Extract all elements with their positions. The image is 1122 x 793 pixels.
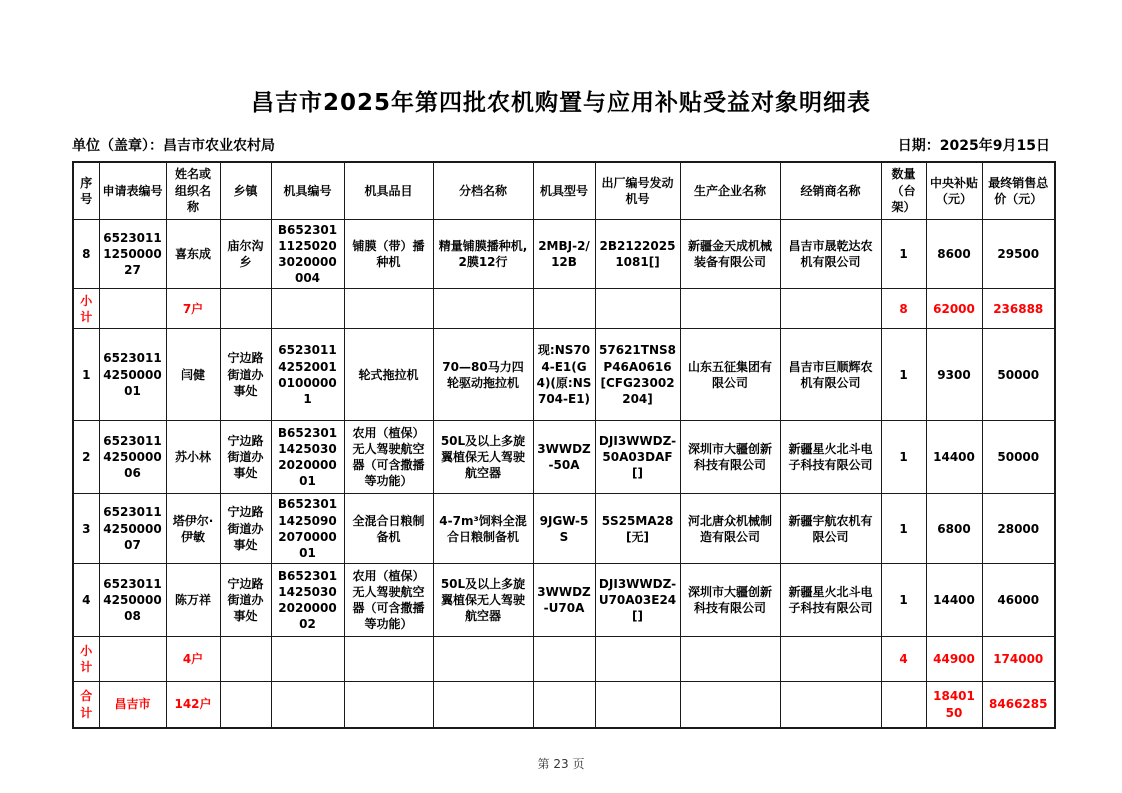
page-title: 昌吉市2025年第四批农机购置与应用补贴受益对象明细表	[250, 90, 871, 116]
cell: B6523011425090207000001	[271, 494, 344, 564]
cell	[780, 682, 881, 728]
cell: B6523011425030202000002	[271, 564, 344, 637]
header-cell: 经销商名称	[780, 162, 881, 219]
cell: 3WWDZ-U70A	[533, 564, 595, 637]
cell	[99, 637, 166, 682]
unit-label: 单位（盖章）：昌吉市农业农村局	[72, 138, 275, 154]
cell	[533, 682, 595, 728]
cell	[680, 289, 780, 329]
table-row	[73, 421, 1055, 494]
cell: 苏小林	[166, 421, 220, 494]
cell	[433, 289, 533, 329]
header-cell: 出厂编号发动机号	[595, 162, 680, 219]
cell	[220, 682, 271, 728]
header-cell: 申请表编号	[99, 162, 166, 219]
cell: DJI3WWDZ-50A03DAF[]	[595, 421, 680, 494]
cell: 50000	[982, 329, 1055, 421]
cell: 宁边路街道办事处	[220, 329, 271, 421]
cell: 57621TNS8P46A0616[CFG23002204]	[595, 329, 680, 421]
table-body	[73, 219, 1055, 728]
cell: 6523011425000006	[99, 421, 166, 494]
cell	[344, 289, 433, 329]
header-cell: 乡镇	[220, 162, 271, 219]
cell	[344, 637, 433, 682]
header-cell: 序号	[73, 162, 99, 219]
cell: 6523011425000008	[99, 564, 166, 637]
cell: 6523011425000007	[99, 494, 166, 564]
cell	[433, 682, 533, 728]
cell	[595, 682, 680, 728]
cell	[271, 637, 344, 682]
cell: 河北唐众机械制造有限公司	[680, 494, 780, 564]
cell	[220, 289, 271, 329]
cell: 轮式拖拉机	[344, 329, 433, 421]
cell: 174000	[982, 637, 1055, 682]
cell: 闫健	[166, 329, 220, 421]
cell: 塔伊尔·伊敏	[166, 494, 220, 564]
cell: 50L及以上多旋翼植保无人驾驶航空器	[433, 564, 533, 637]
cell: 46000	[982, 564, 1055, 637]
cell: 50000	[982, 421, 1055, 494]
header-cell: 生产企业名称	[680, 162, 780, 219]
cell	[780, 637, 881, 682]
cell: 新疆星火北斗电子科技有限公司	[780, 421, 881, 494]
cell	[533, 637, 595, 682]
cell	[595, 289, 680, 329]
cell	[433, 637, 533, 682]
cell: 44900	[926, 637, 982, 682]
cell	[680, 637, 780, 682]
cell: 8600	[926, 219, 982, 289]
cell: 14400	[926, 564, 982, 637]
cell	[99, 289, 166, 329]
cell	[533, 289, 595, 329]
cell: 深圳市大疆创新科技有限公司	[680, 564, 780, 637]
cell: 9JGW-5S	[533, 494, 595, 564]
cell: 农用（植保）无人驾驶航空器（可含撒播等功能）	[344, 564, 433, 637]
cell: 2MBJ-2/12B	[533, 219, 595, 289]
subtotal-row	[73, 637, 1055, 682]
cell: 3	[73, 494, 99, 564]
cell: 1	[881, 421, 926, 494]
cell: 8	[881, 289, 926, 329]
cell	[220, 637, 271, 682]
cell: 昌吉市晟乾达农机有限公司	[780, 219, 881, 289]
cell: 喜东成	[166, 219, 220, 289]
cell: 4-7m³饲料全混合日粮制备机	[433, 494, 533, 564]
cell	[595, 637, 680, 682]
cell: 1	[73, 329, 99, 421]
cell	[780, 289, 881, 329]
cell: 28000	[982, 494, 1055, 564]
cell	[271, 289, 344, 329]
cell: 4	[73, 564, 99, 637]
cell: 5S25MA28[无]	[595, 494, 680, 564]
table-row	[73, 329, 1055, 421]
cell: 50L及以上多旋翼植保无人驾驶航空器	[433, 421, 533, 494]
cell: 142户	[166, 682, 220, 728]
cell	[271, 682, 344, 728]
cell: 236888	[982, 289, 1055, 329]
table-row	[73, 494, 1055, 564]
cell: 小计	[73, 637, 99, 682]
cell: 新疆金天成机械装备有限公司	[680, 219, 780, 289]
cell: 8466285	[982, 682, 1055, 728]
cell: B65230111250203020000004	[271, 219, 344, 289]
cell: 1	[881, 564, 926, 637]
cell: 6523011125000027	[99, 219, 166, 289]
cell: 新疆宇航农机有限公司	[780, 494, 881, 564]
cell: 4户	[166, 637, 220, 682]
cell: 昌吉市	[99, 682, 166, 728]
cell: 6800	[926, 494, 982, 564]
cell	[680, 682, 780, 728]
cell: 6523011425000001	[99, 329, 166, 421]
cell: 8	[73, 219, 99, 289]
cell: 62000	[926, 289, 982, 329]
cell: 小计	[73, 289, 99, 329]
cell: 深圳市大疆创新科技有限公司	[680, 421, 780, 494]
cell: 14400	[926, 421, 982, 494]
header-cell: 最终销售总价（元）	[982, 162, 1055, 219]
header-cell: 机具品目	[344, 162, 433, 219]
subsidy-table	[72, 161, 1056, 729]
cell: 陈万祥	[166, 564, 220, 637]
cell: 1	[881, 494, 926, 564]
cell: 宁边路街道办事处	[220, 494, 271, 564]
cell: 宁边路街道办事处	[220, 421, 271, 494]
table-row	[73, 564, 1055, 637]
header-cell: 机具型号	[533, 162, 595, 219]
cell: 宁边路街道办事处	[220, 564, 271, 637]
date-label: 日期：2025年9月15日	[897, 138, 1050, 154]
page-number: 第 23 页	[537, 756, 585, 771]
cell: DJI3WWDZ-U70A03E24[]	[595, 564, 680, 637]
cell: 农用（植保）无人驾驶航空器（可含撒播等功能）	[344, 421, 433, 494]
cell: 合计	[73, 682, 99, 728]
header-cell: 数量（台架）	[881, 162, 926, 219]
table-row	[73, 219, 1055, 289]
cell	[881, 682, 926, 728]
cell: 2	[73, 421, 99, 494]
total-row	[73, 682, 1055, 728]
cell: 70—80马力四轮驱动拖拉机	[433, 329, 533, 421]
cell: 1	[881, 219, 926, 289]
subtitle-row	[72, 135, 1050, 155]
cell: 2B21220251081[]	[595, 219, 680, 289]
table-header	[73, 162, 1055, 219]
header-row	[73, 162, 1055, 219]
cell: 铺膜（带）播种机	[344, 219, 433, 289]
cell: 3WWDZ-50A	[533, 421, 595, 494]
header-cell: 机具编号	[271, 162, 344, 219]
cell	[344, 682, 433, 728]
cell: 山东五征集团有限公司	[680, 329, 780, 421]
cell: B6523011425030202000001	[271, 421, 344, 494]
cell: 精量铺膜播种机,2膜12行	[433, 219, 533, 289]
cell: 4	[881, 637, 926, 682]
cell: 新疆星火北斗电子科技有限公司	[780, 564, 881, 637]
header-cell: 中央补贴（元）	[926, 162, 982, 219]
cell: 全混合日粮制备机	[344, 494, 433, 564]
cell: 29500	[982, 219, 1055, 289]
cell: 7户	[166, 289, 220, 329]
cell: 庙尔沟乡	[220, 219, 271, 289]
cell: 1	[881, 329, 926, 421]
cell: 昌吉市巨顺辉农机有限公司	[780, 329, 881, 421]
cell: 6523011425200101000001	[271, 329, 344, 421]
header-cell: 姓名或组织名称	[166, 162, 220, 219]
cell: 现:NS704-E1(G4)(原:NS704-E1)	[533, 329, 595, 421]
header-cell: 分档名称	[433, 162, 533, 219]
subtotal-row	[73, 289, 1055, 329]
cell: 1840150	[926, 682, 982, 728]
cell: 9300	[926, 329, 982, 421]
